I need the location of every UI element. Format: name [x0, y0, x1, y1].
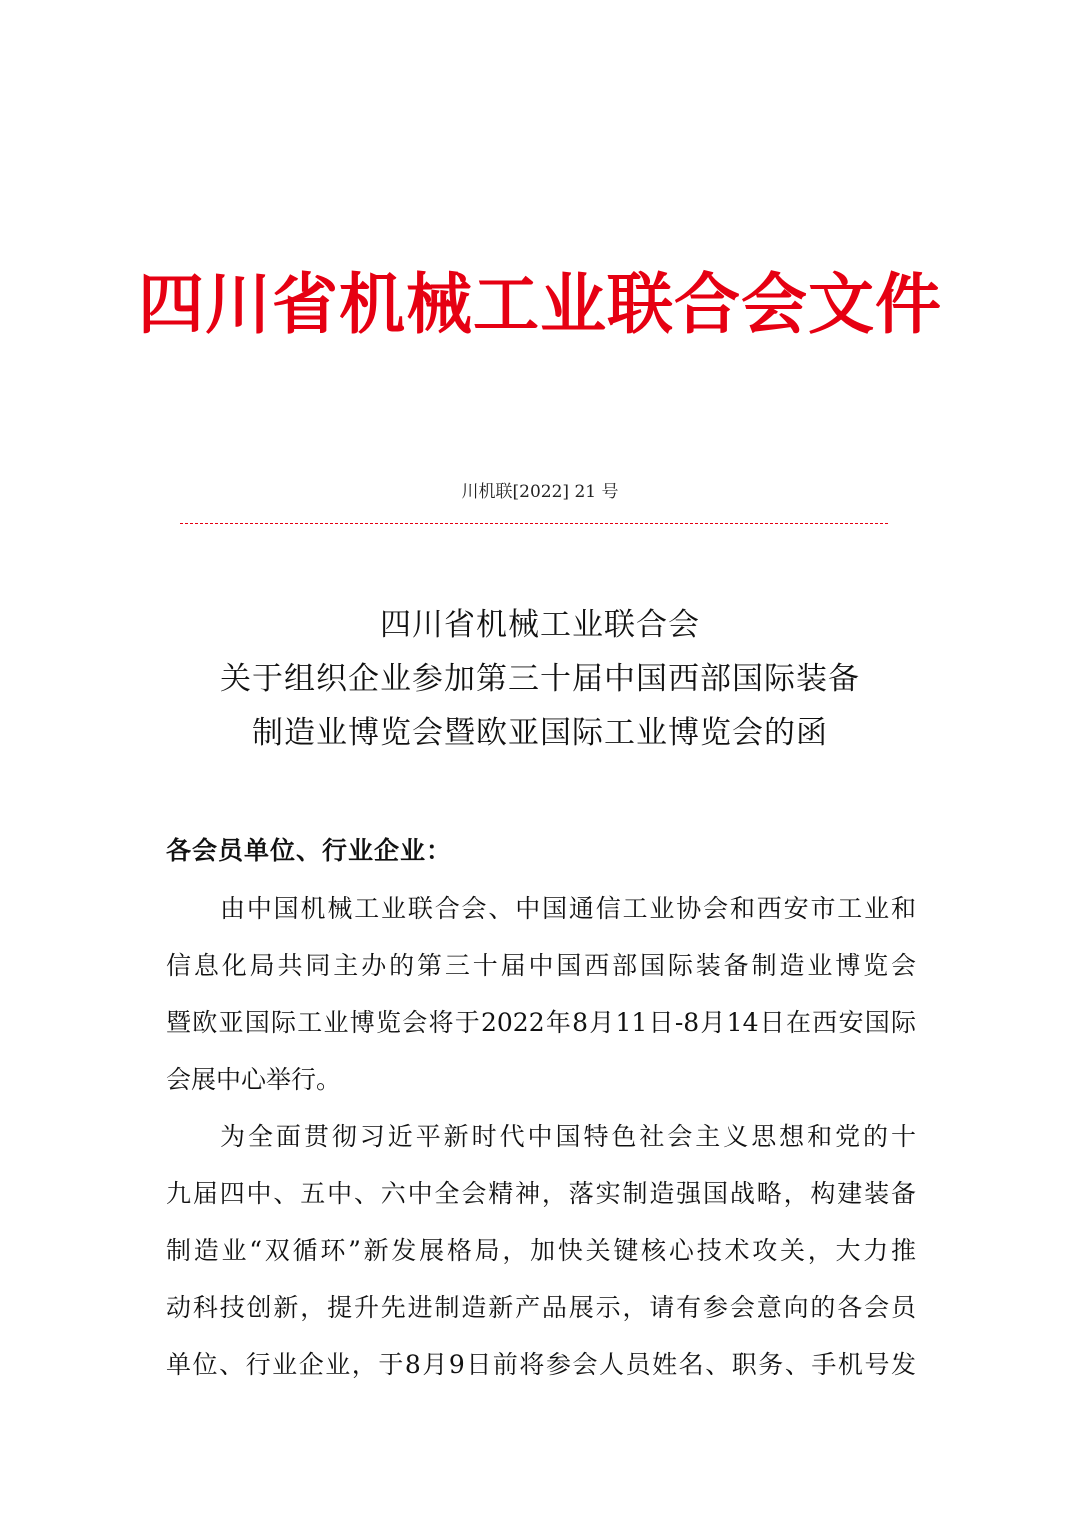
paragraph-line: 会展中心举行。 — [166, 1065, 342, 1094]
body-paragraph-1 — [166, 880, 916, 1108]
document-number: 川机联[2022] 21 号 — [461, 482, 619, 502]
body-paragraph-2 — [166, 1108, 916, 1393]
paragraph-line: 为全面贯彻习近平新时代中国特色社会主义思想和党的十 — [220, 1122, 916, 1151]
letter-subject — [0, 598, 1080, 760]
paragraph-line: 动科技创新，提升先进制造新产品展示，请有参会意向的各会员 — [166, 1293, 916, 1322]
salutation: 各会员单位、行业企业： — [166, 836, 453, 865]
subject-line: 制造业博览会暨欧亚国际工业博览会的函 — [252, 715, 828, 751]
subject-line: 四川省机械工业联合会 — [380, 607, 700, 643]
paragraph-line: 暨欧亚国际工业博览会将于2022年8月11日-8月14日在西安国际 — [166, 1008, 916, 1037]
red-dashed-divider — [180, 523, 888, 524]
paragraph-line: 制造业“双循环”新发展格局，加快关键核心技术攻关，大力推 — [166, 1236, 916, 1265]
paragraph-line: 九届四中、五中、六中全会精神，落实制造强国战略，构建装备 — [166, 1179, 916, 1208]
paragraph-line: 单位、行业企业，于8月9日前将参会人员姓名、职务、手机号发 — [166, 1350, 916, 1379]
paragraph-line: 由中国机械工业联合会、中国通信工业协会和西安市工业和 — [220, 894, 916, 923]
red-header-title: 四川省机械工业联合会文件 — [138, 266, 942, 343]
paragraph-line: 信息化局共同主办的第三十届中国西部国际装备制造业博览会 — [166, 951, 916, 980]
subject-line: 关于组织企业参加第三十届中国西部国际装备 — [220, 661, 860, 697]
